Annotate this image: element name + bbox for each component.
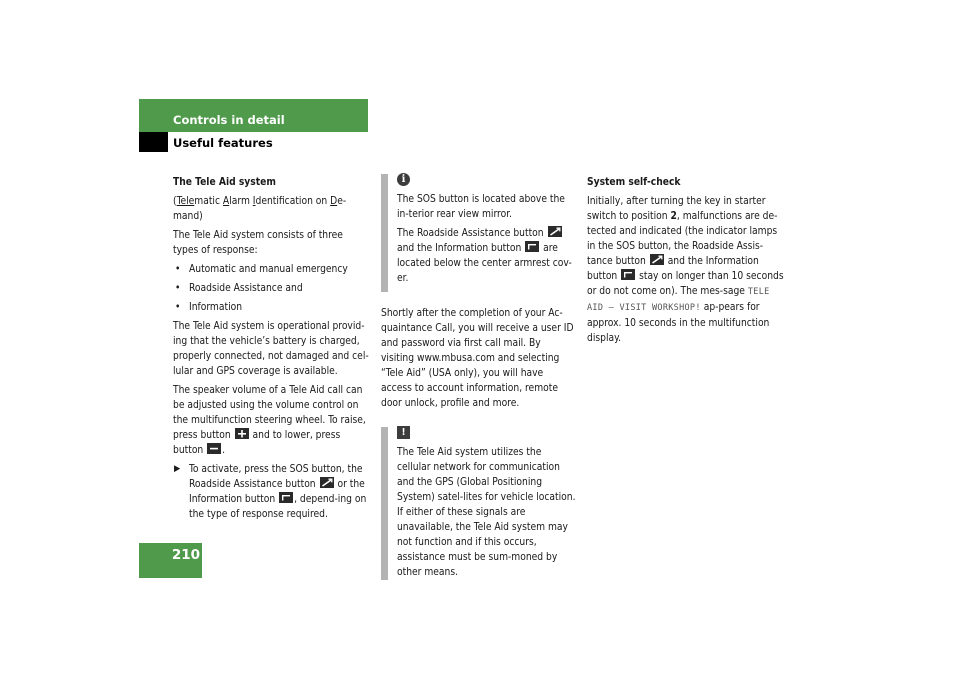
plus-button-icon [235, 428, 249, 439]
buttons-location-text: The Roadside Assistance button and the Information button are located below the center armrest cov-er. [397, 228, 572, 284]
roadside-assistance-button-icon [650, 254, 664, 265]
minus-button-icon [207, 443, 221, 454]
acquaintance-paragraph: Shortly after the completion of your Ac-quaintance Call, you will receive a user ID and password via first call mail. By visiting www.mbusa.com and selecting “Tele Aid” (USA only), you will have access to account information, remote door unlock, profile and more. [381, 308, 574, 409]
column-left [173, 175, 369, 522]
page-number: 210 [171, 547, 200, 563]
section-title: Controls in detail [173, 113, 285, 127]
warning-note [381, 425, 576, 580]
volume-paragraph: The speaker volume of a Tele Aid call can be adjusted using the volume control on the multifunction steering wheel. To raise, press button and to lower, press button . [173, 385, 366, 456]
operational-paragraph: The Tele Aid system is operational provid-ing that the vehicle’s battery is charged, properly connected, not damaged and cel-lular and GPS coverage is available. [173, 321, 369, 377]
roadside-assistance-button-icon [548, 226, 562, 237]
information-button-icon [525, 241, 539, 252]
section-subtitle: Useful features [173, 136, 273, 150]
header-marker [139, 132, 168, 152]
note-bar [381, 174, 388, 292]
step-arrow-icon: ▶ [174, 464, 181, 474]
roadside-assistance-button-icon [320, 477, 334, 488]
display-message: TELE AID – VISIT WORKSHOP! [587, 287, 770, 313]
info-note [381, 172, 576, 292]
info-icon: i [397, 173, 410, 186]
tele-aid-heading: The Tele Aid system [173, 177, 276, 188]
information-button-icon [279, 492, 293, 503]
tele-aid-acronym: (Telematic Alarm Identification on De-mand) [173, 196, 347, 222]
warning-icon: ! [397, 426, 410, 439]
column-right [587, 175, 787, 350]
sos-location-text: The SOS button is located above the in-terior rear view mirror. [397, 194, 565, 220]
list-item: • Information [175, 302, 243, 313]
self-check-paragraph: Initially, after turning the key in starter switch to position 2, malfunctions are de-tected and indicated (the indicator lamps in the SOS button, the Roadside Assis-tance button and the Information button stay on longer than 10 seconds or do not come on). The mes-sage TELE AID – VISIT WORKSHOP! ap-pears for approx. 10 seconds in the multifunction display. [587, 196, 784, 344]
list-item: • Roadside Assistance and [175, 283, 303, 294]
activation-step: ▶ To activate, press the SOS button, the Roadside Assistance button or the Information button , depend-ing on the type of response required. [174, 464, 367, 520]
list-item: • Automatic and manual emergency [175, 264, 348, 275]
column-middle [381, 172, 576, 594]
note-bar [381, 427, 388, 580]
cellular-network-text: The Tele Aid system utilizes the cellular network for communication and the GPS (Global Positioning System) satel-lites for vehicle location. If either of these signals are unavailable, the Tele Aid system may not function and if this occurs, assistance must be sum-moned by other means. [397, 447, 576, 578]
information-button-icon [621, 269, 635, 280]
response-types-intro: The Tele Aid system consists of three types of response: [173, 230, 343, 256]
self-check-heading: System self-check [587, 177, 681, 188]
